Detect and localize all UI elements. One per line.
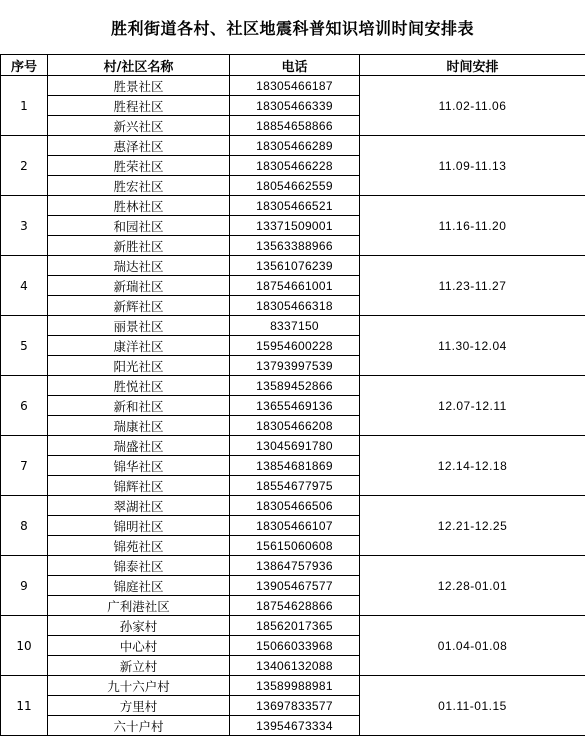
cell-group-number: 6	[1, 376, 48, 436]
cell-group-number: 7	[1, 436, 48, 496]
table-body	[1, 76, 585, 736]
header-cell-number: 序号	[1, 55, 48, 76]
table-row	[1, 556, 585, 576]
header-cell-phone: 电话	[230, 55, 360, 76]
page-title: 胜利街道各村、社区地震科普知识培训时间安排表	[110, 18, 474, 38]
cell-group-number: 5	[1, 316, 48, 376]
cell-community-name: 六十户村	[48, 716, 230, 736]
table-row	[1, 436, 585, 456]
cell-community-name: 广利港社区	[48, 596, 230, 616]
cell-community-name: 胜程社区	[48, 96, 230, 116]
cell-community-name: 胜林社区	[48, 196, 230, 216]
cell-phone: 18305466208	[230, 416, 360, 436]
cell-community-name: 锦庭社区	[48, 576, 230, 596]
cell-group-number: 1	[1, 76, 48, 136]
cell-phone: 18854658866	[230, 116, 360, 136]
cell-phone: 13793997539	[230, 356, 360, 376]
cell-time-range: 01.11-01.15	[360, 676, 585, 736]
cell-phone: 18305466506	[230, 496, 360, 516]
cell-community-name: 锦泰社区	[48, 556, 230, 576]
cell-phone: 13864757936	[230, 556, 360, 576]
cell-phone: 13371509001	[230, 216, 360, 236]
cell-time-range: 11.02-11.06	[360, 76, 585, 136]
cell-community-name: 惠泽社区	[48, 136, 230, 156]
cell-community-name: 康洋社区	[48, 336, 230, 356]
cell-community-name: 新胜社区	[48, 236, 230, 256]
cell-phone: 13589988981	[230, 676, 360, 696]
cell-community-name: 锦苑社区	[48, 536, 230, 556]
cell-phone: 13697833577	[230, 696, 360, 716]
cell-phone: 15615060608	[230, 536, 360, 556]
cell-community-name: 新和社区	[48, 396, 230, 416]
cell-community-name: 胜宏社区	[48, 176, 230, 196]
cell-community-name: 和园社区	[48, 216, 230, 236]
cell-phone: 13954673334	[230, 716, 360, 736]
schedule-table	[0, 54, 585, 736]
cell-community-name: 孙家村	[48, 616, 230, 636]
table-row	[1, 676, 585, 696]
cell-phone: 18305466318	[230, 296, 360, 316]
cell-group-number: 3	[1, 196, 48, 256]
table-row	[1, 316, 585, 336]
cell-time-range: 12.28-01.01	[360, 556, 585, 616]
cell-phone: 13561076239	[230, 256, 360, 276]
cell-phone: 18305466521	[230, 196, 360, 216]
cell-community-name: 瑞达社区	[48, 256, 230, 276]
cell-community-name: 新立村	[48, 656, 230, 676]
cell-community-name: 新瑞社区	[48, 276, 230, 296]
cell-time-range: 12.07-12.11	[360, 376, 585, 436]
cell-community-name: 翠湖社区	[48, 496, 230, 516]
cell-time-range: 11.30-12.04	[360, 316, 585, 376]
cell-community-name: 锦辉社区	[48, 476, 230, 496]
cell-group-number: 8	[1, 496, 48, 556]
table-row	[1, 496, 585, 516]
cell-phone: 18305466107	[230, 516, 360, 536]
cell-phone: 15954600228	[230, 336, 360, 356]
cell-phone: 18562017365	[230, 616, 360, 636]
table-row	[1, 256, 585, 276]
cell-group-number: 2	[1, 136, 48, 196]
cell-community-name: 丽景社区	[48, 316, 230, 336]
cell-community-name: 新辉社区	[48, 296, 230, 316]
cell-community-name: 新兴社区	[48, 116, 230, 136]
table-row	[1, 616, 585, 636]
cell-phone: 18305466228	[230, 156, 360, 176]
cell-phone: 13905467577	[230, 576, 360, 596]
cell-group-number: 9	[1, 556, 48, 616]
cell-phone: 13589452866	[230, 376, 360, 396]
cell-community-name: 锦明社区	[48, 516, 230, 536]
cell-phone: 18754661001	[230, 276, 360, 296]
cell-community-name: 中心村	[48, 636, 230, 656]
cell-phone: 13045691780	[230, 436, 360, 456]
cell-community-name: 锦华社区	[48, 456, 230, 476]
cell-community-name: 瑞盛社区	[48, 436, 230, 456]
cell-community-name: 胜荣社区	[48, 156, 230, 176]
cell-community-name: 九十六户村	[48, 676, 230, 696]
cell-group-number: 10	[1, 616, 48, 676]
cell-phone: 18305466289	[230, 136, 360, 156]
table-row	[1, 376, 585, 396]
header-cell-name: 村/社区名称	[48, 55, 230, 76]
cell-phone: 18305466339	[230, 96, 360, 116]
cell-time-range: 11.23-11.27	[360, 256, 585, 316]
cell-phone: 18305466187	[230, 76, 360, 96]
cell-phone: 13655469136	[230, 396, 360, 416]
cell-phone: 13854681869	[230, 456, 360, 476]
cell-community-name: 瑞康社区	[48, 416, 230, 436]
cell-time-range: 12.14-12.18	[360, 436, 585, 496]
cell-time-range: 01.04-01.08	[360, 616, 585, 676]
cell-phone: 8337150	[230, 316, 360, 336]
cell-time-range: 11.09-11.13	[360, 136, 585, 196]
cell-community-name: 胜悦社区	[48, 376, 230, 396]
table-row	[1, 196, 585, 216]
cell-phone: 13563388966	[230, 236, 360, 256]
cell-community-name: 胜景社区	[48, 76, 230, 96]
cell-phone: 15066033968	[230, 636, 360, 656]
table-row	[1, 76, 585, 96]
cell-group-number: 11	[1, 676, 48, 736]
cell-community-name: 方里村	[48, 696, 230, 716]
cell-phone: 18754628866	[230, 596, 360, 616]
cell-time-range: 11.16-11.20	[360, 196, 585, 256]
cell-time-range: 12.21-12.25	[360, 496, 585, 556]
cell-group-number: 4	[1, 256, 48, 316]
table-row	[1, 136, 585, 156]
header-row	[1, 55, 585, 76]
cell-phone: 13406132088	[230, 656, 360, 676]
cell-phone: 18054662559	[230, 176, 360, 196]
cell-phone: 18554677975	[230, 476, 360, 496]
header-cell-time: 时间安排	[360, 55, 585, 76]
cell-community-name: 阳光社区	[48, 356, 230, 376]
